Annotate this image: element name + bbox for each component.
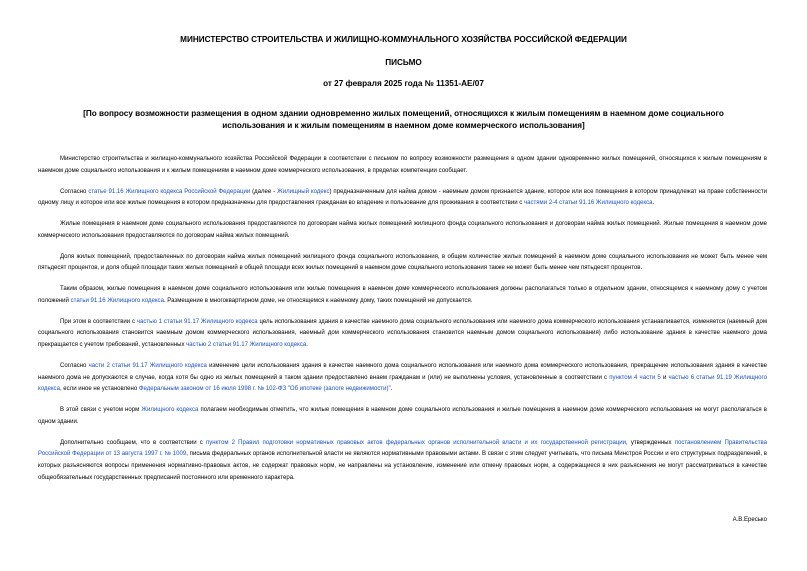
paragraph-text: При этом в соответствии с	[60, 318, 137, 325]
ministry-title: МИНИСТЕРСТВО СТРОИТЕЛЬСТВА И ЖИЛИЩНО-КОММУНАЛЬНОГО ХОЗЯЙСТВА РОССИЙСКОЙ ФЕДЕРАЦИИ	[180, 35, 627, 44]
paragraph-text: , если иное не установлено	[59, 386, 139, 393]
link-part-1-article-91-17[interactable]: частью 1 статьи 91.17 Жилищного кодекса	[136, 318, 258, 325]
link-article-91-16[interactable]: статьи 91.16 Жилищного кодекса	[70, 297, 164, 304]
paragraph-text: ) предназначенным для найма домом - наемным домом признается здание, которое или все помещения в котором принадлежат на праве собственности одному лицу и которое или все жилые помещения в котором предназначены для предоставления гражданам во владение и пользование для проживания в соответствии с	[38, 188, 767, 207]
link-part-2-article-91-17[interactable]: частью 2 статьи 91.17 Жилищного кодекса	[186, 342, 307, 349]
paragraph-text: , письма федеральных органов исполнительной власти не являются нормативными правовыми актами. В связи с этим следует учитывать, что письма Минстроя России и его структурных подразделений, в которых разъясняются вопросы применения нормативно-правовых актов, не содержат правовых норм, не направлены на установление, изменение или отмену правовых норм, а содержащиеся в них разъяснения не могут рассматриваться в качестве общеобязательных государственных предписаний постоянного или временного характера.	[38, 451, 767, 481]
paragraph-text: цель использования здания в качестве наемного дома социального использования или наемного дома коммерческого использования устанавливается, изменяется (наемный дом социального использования становится наемным домом коммерческого использования, наемный дом коммерческого использования становится наемным домом социального использования) либо использование здания в качестве наемного дома прекращается с учетом требований, установленных	[38, 318, 767, 349]
document-type: ПИСЬМО	[385, 58, 422, 67]
paragraph-7	[38, 361, 767, 396]
paragraph-text: и	[660, 374, 669, 381]
link-part-2-article-91-17[interactable]: части 2 статьи 91.17 Жилищного кодекса	[88, 363, 207, 370]
link-federal-law-102-fz[interactable]: Федеральным законом от 16 июля 1998 г. № 102-ФЗ "Об ипотеке (залоге недвижимости)"	[138, 386, 391, 393]
paragraph-text: , утвержденных	[626, 439, 675, 446]
paragraph-text: Таким образом, жилые помещения в наемном доме социального использования или жилые помещения в наемном доме коммерческого использования должны располагаться только в отдельном здании, относящемся к наемному дому с учетом положений	[38, 286, 767, 304]
paragraph-text: Согласно	[60, 363, 89, 370]
signature: А.В.Ересько	[732, 517, 767, 523]
paragraph-5	[38, 284, 767, 307]
paragraph-text: .	[306, 342, 308, 349]
paragraph-3	[38, 219, 767, 242]
paragraph-2	[38, 187, 767, 210]
link-housing-code[interactable]: Жилищного кодекса	[141, 407, 199, 414]
link-parts-2-4-article-91-16[interactable]: частями 2-4 статьи 91.16 Жилищного кодекса	[523, 200, 653, 207]
paragraph-text: . Размещение в многоквартирном доме, не относящемся к наемному дому, таких помещений не допускается.	[163, 297, 473, 304]
document-body	[38, 154, 767, 494]
paragraph-4	[38, 252, 767, 275]
paragraph-6	[38, 317, 767, 352]
document-date-number: от 27 февраля 2025 года № 11351-АЕ/07	[323, 79, 484, 88]
paragraph-text: .	[652, 200, 655, 207]
paragraph-8	[38, 405, 767, 428]
paragraph-text: полагаем необходимым отметить, что жилые помещения в наемном доме социального использования и жилые помещения в наемном доме коммерческого использования не могут располагаться в одном здании.	[38, 407, 767, 425]
link-item-2-rules-preparation[interactable]: пунктом 2 Правил подготовки нормативных правовых актов федеральных органов исполнительной власти и их государственной регистрации	[205, 439, 627, 446]
paragraph-text: изменение цели использования здания в качестве наемного дома социального использования или наемного дома коммерческого использования, прекращение использования здания в качестве наемного дома не допускаются в случае, когда хотя бы одно из жилых помещений в таком здании предоставлено внаем гражданам и (или) не выполнены условия, установленные в соответствии с	[38, 363, 767, 381]
paragraph-1	[38, 154, 767, 177]
paragraph-9	[38, 438, 767, 484]
paragraph-text: В этой связи с учетом норм	[60, 407, 142, 414]
paragraph-text: Согласно	[60, 188, 89, 195]
paragraph-text: Министерство строительства и жилищно-коммунального хозяйства Российской Федерации в соответствии с письмом по вопросу возможности размещения в одном здании одновременно жилых помещений, относящихся к жилым помещениям в наемном доме социального использования и к жилым помещениям в наемном доме коммерческого использования, в пределах компетенции сообщает.	[38, 156, 767, 174]
paragraph-text: (далее -	[250, 188, 278, 195]
link-article-91-16-housing-code[interactable]: статье 91.16 Жилищного кодекса Российской Федерации	[88, 188, 251, 195]
link-item-4-part-5[interactable]: пунктом 4 части 5	[609, 374, 661, 381]
paragraph-text: Жилые помещения в наемном доме социального использования предоставляются по договорам найма жилых помещений жилищного фонда социального использования и договорам найма жилых помещений. Жилые помещения в наемном доме коммерческого использования предоставляются по договорам найма жилых помещений.	[38, 221, 767, 239]
paragraph-text: .	[390, 386, 393, 393]
paragraph-text: Дополнительно сообщаем, что в соответствии с	[60, 439, 206, 446]
document-subject: [По вопросу возможности размещения в одном здании одновременно жилых помещений, относящихся к жилым помещениям в наемном доме социального использования и к жилым помещениям в наемном доме коммерческого использования]	[83, 109, 724, 130]
link-government-resolution-1009[interactable]: постановлением Правительства Российской Федерации от 13 августа 1997 г. № 1009	[38, 439, 767, 458]
link-part-6-article-91-19[interactable]: частью 6 статьи 91.19 Жилищного кодекса	[38, 374, 767, 393]
link-housing-code[interactable]: Жилищный кодекс	[277, 188, 330, 195]
paragraph-text: Доля жилых помещений, предоставленных по договорам найма жилых помещений жилищного фонда социального использования, в общем количестве жилых помещений в наемном доме социального использования не может быть менее чем пятьдесят процентов, и доля общей площади таких жилых помещений в общей площади всех жилых помещений в наемном доме социального использования также не может быть менее чем пятьдесят процентов.	[38, 253, 767, 272]
